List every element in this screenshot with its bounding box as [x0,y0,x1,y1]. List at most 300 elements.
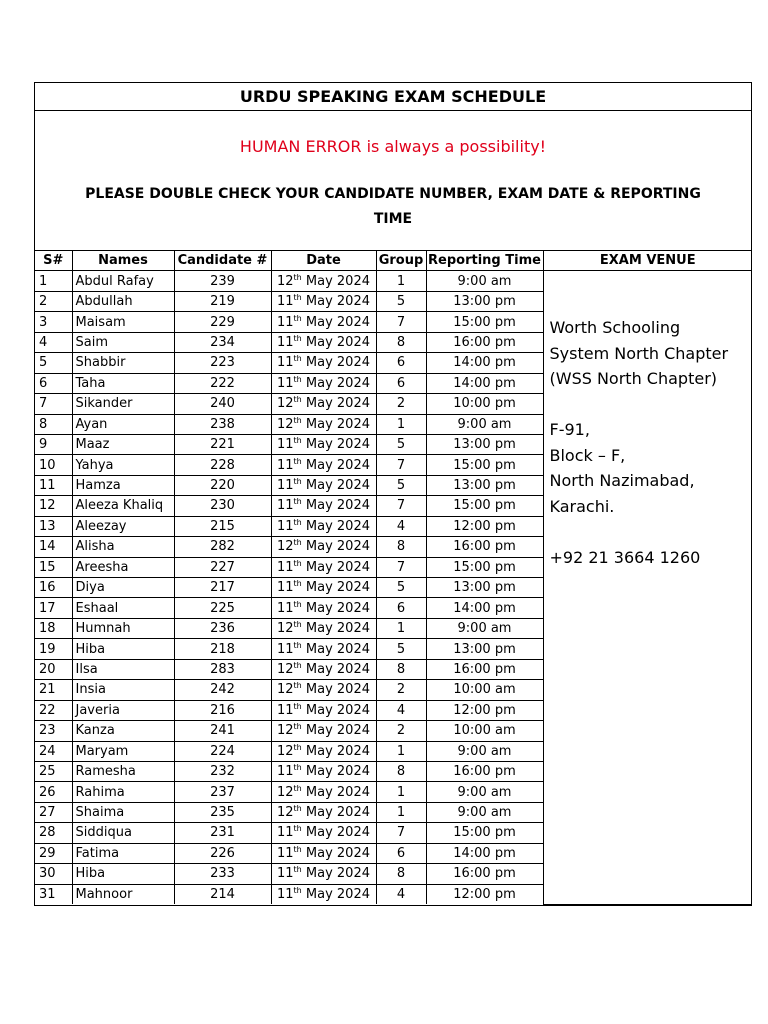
serial-number: 4 [35,332,72,352]
date-day: 11 [277,375,294,391]
date-day: 11 [277,314,294,330]
date-ordinal: th [293,436,302,446]
serial-number: 28 [35,823,72,843]
date-ordinal: th [293,538,302,548]
notice-panel [35,111,751,251]
date-day: 11 [277,498,294,514]
date-ordinal: th [293,374,302,384]
date-month-year: May 2024 [301,682,370,698]
candidate-number: 229 [174,312,271,332]
date-month-year: May 2024 [301,641,370,657]
candidate-number: 214 [174,884,271,904]
candidate-name: Siddiqua [72,823,174,843]
candidate-name: Hiba [72,864,174,884]
date-day: 12 [277,661,294,677]
date-day: 12 [277,805,294,821]
reporting-time: 14:00 pm [426,843,543,863]
date-day: 11 [277,886,294,902]
candidate-name: Alisha [72,537,174,557]
exam-date [271,843,376,863]
date-month-year: May 2024 [301,723,370,739]
candidate-name: Maryam [72,741,174,761]
group-number: 8 [376,659,426,679]
date-month-year: May 2024 [301,518,370,534]
candidate-name: Mahnoor [72,884,174,904]
candidate-name: Areesha [72,557,174,577]
candidate-name: Maaz [72,434,174,454]
exam-date [271,578,376,598]
exam-date [271,802,376,822]
date-ordinal: th [293,885,302,895]
date-ordinal: th [293,681,302,691]
candidate-number: 242 [174,680,271,700]
venue-address-line: F-91, [549,420,590,440]
group-number: 7 [376,557,426,577]
date-month-year: May 2024 [301,886,370,902]
candidate-name: Saim [72,332,174,352]
candidate-number: 222 [174,373,271,393]
date-month-year: May 2024 [301,355,370,371]
reporting-time: 16:00 pm [426,864,543,884]
reporting-time: 10:00 pm [426,394,543,414]
reporting-time: 9:00 am [426,802,543,822]
date-day: 11 [277,866,294,882]
candidate-number: 283 [174,659,271,679]
group-number: 5 [376,434,426,454]
page-title: URDU SPEAKING EXAM SCHEDULE [35,83,751,111]
date-month-year: May 2024 [301,498,370,514]
group-number: 1 [376,271,426,291]
serial-number: 29 [35,843,72,863]
exam-date [271,659,376,679]
reporting-time: 9:00 am [426,414,543,434]
date-month-year: May 2024 [301,294,370,310]
date-day: 12 [277,784,294,800]
serial-number: 24 [35,741,72,761]
schedule-table [35,251,752,905]
reporting-time: 10:00 am [426,721,543,741]
reporting-time: 13:00 pm [426,434,543,454]
date-ordinal: th [293,477,302,487]
candidate-name: Abdul Rafay [72,271,174,291]
exam-date [271,700,376,720]
candidate-number: 240 [174,394,271,414]
serial-number: 12 [35,496,72,516]
venue-line: (WSS North Chapter) [549,369,718,389]
group-number: 8 [376,864,426,884]
candidate-name: Ayan [72,414,174,434]
exam-date [271,741,376,761]
exam-date [271,455,376,475]
date-day: 11 [277,845,294,861]
date-ordinal: th [293,497,302,507]
candidate-name: Humnah [72,618,174,638]
serial-number: 7 [35,394,72,414]
exam-date [271,496,376,516]
candidate-name: Diya [72,578,174,598]
date-day: 11 [277,457,294,473]
venue-line: Worth Schooling [549,318,681,338]
date-ordinal: th [293,333,302,343]
date-month-year: May 2024 [301,416,370,432]
group-number: 4 [376,884,426,904]
date-month-year: May 2024 [301,845,370,861]
group-number: 4 [376,700,426,720]
date-day: 11 [277,355,294,371]
date-day: 11 [277,478,294,494]
reporting-time: 16:00 pm [426,537,543,557]
candidate-number: 237 [174,782,271,802]
serial-number: 18 [35,618,72,638]
serial-number: 27 [35,802,72,822]
date-month-year: May 2024 [301,743,370,759]
date-day: 11 [277,580,294,596]
date-day: 12 [277,416,294,432]
group-number: 1 [376,414,426,434]
candidate-name: Abdullah [72,291,174,311]
date-month-year: May 2024 [301,539,370,555]
date-month-year: May 2024 [301,764,370,780]
date-ordinal: th [293,722,302,732]
date-ordinal: th [293,620,302,630]
date-month-year: May 2024 [301,334,370,350]
date-month-year: May 2024 [301,457,370,473]
candidate-number: 282 [174,537,271,557]
exam-date [271,721,376,741]
exam-schedule-sheet [34,82,752,906]
serial-number: 13 [35,516,72,536]
serial-number: 14 [35,537,72,557]
reporting-time: 14:00 pm [426,353,543,373]
candidate-number: 232 [174,761,271,781]
header-candidate-number: Candidate # [174,251,271,271]
date-ordinal: th [293,293,302,303]
exam-date [271,557,376,577]
date-month-year: May 2024 [301,375,370,391]
date-month-year: May 2024 [301,273,370,289]
candidate-number: 228 [174,455,271,475]
serial-number: 30 [35,864,72,884]
date-day: 11 [277,559,294,575]
date-ordinal: th [293,783,302,793]
exam-date [271,271,376,291]
candidate-number: 218 [174,639,271,659]
group-number: 1 [376,618,426,638]
date-day: 12 [277,539,294,555]
date-month-year: May 2024 [301,478,370,494]
date-ordinal: th [293,599,302,609]
date-day: 12 [277,396,294,412]
candidate-name: Insia [72,680,174,700]
candidate-name: Rahima [72,782,174,802]
reporting-time: 9:00 am [426,782,543,802]
candidate-number: 234 [174,332,271,352]
date-ordinal: th [293,517,302,527]
date-ordinal: th [293,354,302,364]
date-ordinal: th [293,395,302,405]
date-month-year: May 2024 [301,437,370,453]
exam-date [271,312,376,332]
group-number: 6 [376,843,426,863]
exam-date [271,598,376,618]
date-month-year: May 2024 [301,621,370,637]
date-ordinal: th [293,640,302,650]
serial-number: 26 [35,782,72,802]
header-serial: S# [35,251,72,271]
group-number: 5 [376,475,426,495]
date-ordinal: th [293,272,302,282]
date-ordinal: th [293,415,302,425]
group-number: 7 [376,496,426,516]
date-month-year: May 2024 [301,805,370,821]
date-day: 11 [277,702,294,718]
serial-number: 17 [35,598,72,618]
exam-venue-details [543,271,752,904]
date-day: 12 [277,273,294,289]
date-ordinal: th [293,763,302,773]
candidate-name: Taha [72,373,174,393]
serial-number: 8 [35,414,72,434]
date-month-year: May 2024 [301,559,370,575]
reporting-time: 15:00 pm [426,823,543,843]
reporting-time: 12:00 pm [426,516,543,536]
date-day: 11 [277,294,294,310]
date-day: 11 [277,764,294,780]
candidate-number: 227 [174,557,271,577]
venue-spacer [550,519,749,545]
date-day: 12 [277,723,294,739]
header-reporting-time: Reporting Time [426,251,543,271]
date-ordinal: th [293,742,302,752]
exam-date [271,639,376,659]
serial-number: 16 [35,578,72,598]
reporting-time: 13:00 pm [426,639,543,659]
venue-line: System North Chapter [549,343,729,363]
group-number: 2 [376,721,426,741]
date-ordinal: th [293,660,302,670]
reporting-time: 9:00 am [426,271,543,291]
venue-spacer [550,392,749,418]
reporting-time: 15:00 pm [426,455,543,475]
reporting-time: 15:00 pm [426,557,543,577]
exam-date [271,537,376,557]
group-number: 7 [376,455,426,475]
group-number: 8 [376,761,426,781]
date-ordinal: th [293,313,302,323]
reporting-time: 9:00 am [426,618,543,638]
candidate-number: 230 [174,496,271,516]
date-day: 11 [277,334,294,350]
candidate-number: 215 [174,516,271,536]
reporting-time: 13:00 pm [426,291,543,311]
venue-address-line: Karachi. [549,496,615,516]
candidate-name: Shabbir [72,353,174,373]
candidate-number: 219 [174,291,271,311]
candidate-number: 224 [174,741,271,761]
serial-number: 25 [35,761,72,781]
candidate-name: Aleeza Khaliq [72,496,174,516]
serial-number: 9 [35,434,72,454]
date-month-year: May 2024 [301,784,370,800]
exam-date [271,373,376,393]
exam-date [271,618,376,638]
serial-number: 5 [35,353,72,373]
group-number: 5 [376,639,426,659]
date-day: 11 [277,600,294,616]
exam-date [271,782,376,802]
serial-number: 21 [35,680,72,700]
group-number: 6 [376,373,426,393]
candidate-number: 231 [174,823,271,843]
reporting-time: 14:00 pm [426,373,543,393]
candidate-name: Yahya [72,455,174,475]
candidate-number: 216 [174,700,271,720]
exam-date [271,434,376,454]
exam-date [271,394,376,414]
date-ordinal: th [293,579,302,589]
candidate-number: 225 [174,598,271,618]
candidate-number: 221 [174,434,271,454]
date-month-year: May 2024 [301,825,370,841]
serial-number: 3 [35,312,72,332]
date-month-year: May 2024 [301,580,370,596]
date-ordinal: th [293,804,302,814]
group-number: 6 [376,353,426,373]
date-month-year: May 2024 [301,661,370,677]
header-row [35,251,752,271]
reporting-time: 13:00 pm [426,475,543,495]
reporting-time: 14:00 pm [426,598,543,618]
candidate-name: Fatima [72,843,174,863]
group-number: 1 [376,741,426,761]
reporting-time: 15:00 pm [426,312,543,332]
date-ordinal: th [293,865,302,875]
group-number: 4 [376,516,426,536]
date-month-year: May 2024 [301,314,370,330]
date-month-year: May 2024 [301,702,370,718]
exam-date [271,475,376,495]
candidate-number: 226 [174,843,271,863]
venue-phone: +92 21 3664 1260 [549,547,701,567]
group-number: 1 [376,802,426,822]
date-day: 12 [277,621,294,637]
candidate-number: 241 [174,721,271,741]
candidate-number: 217 [174,578,271,598]
serial-number: 6 [35,373,72,393]
reporting-time: 16:00 pm [426,761,543,781]
candidate-number: 238 [174,414,271,434]
serial-number: 11 [35,475,72,495]
candidate-name: Hiba [72,639,174,659]
date-day: 12 [277,682,294,698]
group-number: 7 [376,312,426,332]
venue-address-line: Block – F, [549,445,626,465]
date-ordinal: th [293,558,302,568]
candidate-number: 239 [174,271,271,291]
reporting-time: 13:00 pm [426,578,543,598]
serial-number: 2 [35,291,72,311]
group-number: 2 [376,394,426,414]
exam-date [271,332,376,352]
header-date: Date [271,251,376,271]
candidate-number: 235 [174,802,271,822]
header-exam-venue: EXAM VENUE [543,251,752,271]
reporting-time: 15:00 pm [426,496,543,516]
candidate-name: Aleezay [72,516,174,536]
group-number: 8 [376,537,426,557]
reporting-time: 10:00 am [426,680,543,700]
date-ordinal: th [293,456,302,466]
serial-number: 1 [35,271,72,291]
instruction-text: PLEASE DOUBLE CHECK YOUR CANDIDATE NUMBER, EXAM DATE & REPORTING TIME [85,186,701,227]
header-names: Names [72,251,174,271]
reporting-time: 9:00 am [426,741,543,761]
serial-number: 22 [35,700,72,720]
serial-number: 15 [35,557,72,577]
exam-date [271,761,376,781]
exam-date [271,864,376,884]
serial-number: 20 [35,659,72,679]
date-ordinal: th [293,701,302,711]
candidate-name: Shaima [72,802,174,822]
candidate-name: Hamza [72,475,174,495]
serial-number: 31 [35,884,72,904]
date-day: 11 [277,641,294,657]
header-group: Group [376,251,426,271]
reporting-time: 12:00 pm [426,884,543,904]
candidate-number: 223 [174,353,271,373]
candidate-name: Ilsa [72,659,174,679]
serial-number: 19 [35,639,72,659]
exam-date [271,353,376,373]
group-number: 1 [376,782,426,802]
group-number: 2 [376,680,426,700]
reporting-time: 12:00 pm [426,700,543,720]
warning-text: HUMAN ERROR is always a possibility! [239,137,547,156]
date-ordinal: th [293,824,302,834]
group-number: 7 [376,823,426,843]
group-number: 5 [376,578,426,598]
date-day: 11 [277,518,294,534]
date-month-year: May 2024 [301,866,370,882]
exam-date [271,823,376,843]
candidate-name: Ramesha [72,761,174,781]
candidate-name: Sikander [72,394,174,414]
serial-number: 23 [35,721,72,741]
group-number: 6 [376,598,426,618]
group-number: 8 [376,332,426,352]
candidate-number: 220 [174,475,271,495]
date-day: 12 [277,743,294,759]
candidate-name: Maisam [72,312,174,332]
candidate-number: 236 [174,618,271,638]
exam-date [271,414,376,434]
group-number: 5 [376,291,426,311]
exam-date [271,291,376,311]
exam-date [271,884,376,904]
date-day: 11 [277,437,294,453]
date-day: 11 [277,825,294,841]
reporting-time: 16:00 pm [426,332,543,352]
serial-number: 10 [35,455,72,475]
date-month-year: May 2024 [301,396,370,412]
table-row [35,271,752,291]
candidate-number: 233 [174,864,271,884]
exam-date [271,680,376,700]
candidate-name: Kanza [72,721,174,741]
candidate-name: Eshaal [72,598,174,618]
candidate-name: Javeria [72,700,174,720]
